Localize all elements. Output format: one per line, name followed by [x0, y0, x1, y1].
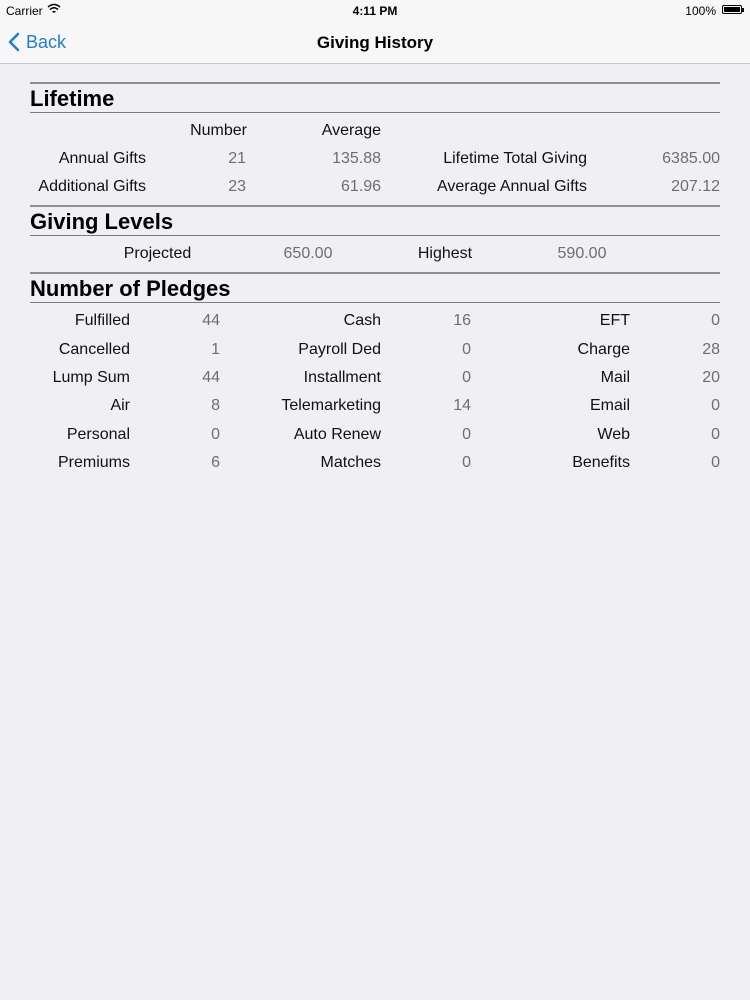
navigation-bar [0, 22, 750, 64]
pledge-label: Fulfilled [74, 312, 130, 329]
pledge-label: Telemarketing [281, 397, 381, 414]
highest-value: 590.00 [557, 245, 607, 262]
pledge-value: 28 [702, 341, 720, 358]
pledge-label: Email [589, 397, 630, 414]
pledge-value: 0 [462, 369, 471, 386]
pledge-value: 0 [211, 426, 220, 443]
pledge-value: 6 [211, 454, 220, 471]
section-divider [30, 205, 720, 207]
pledge-value: 0 [462, 454, 471, 471]
average-annual-gifts-label: Average Annual Gifts [436, 178, 587, 195]
section-title-number-of-pledges: Number of Pledges [30, 276, 231, 301]
pledge-value: 20 [702, 369, 720, 386]
section-divider [30, 235, 720, 236]
back-label: Back [26, 31, 67, 52]
pledge-label: Premiums [57, 454, 130, 471]
pledge-value: 8 [211, 397, 220, 414]
clock: 4:11 PM [352, 4, 398, 18]
section-title-lifetime: Lifetime [30, 86, 115, 111]
battery-percentage: 100% [685, 4, 716, 18]
pledge-value: 0 [711, 426, 720, 443]
pledge-value: 0 [462, 341, 471, 358]
page-title: Giving History [316, 33, 434, 52]
pledge-label: EFT [599, 312, 630, 329]
pledge-value: 0 [711, 397, 720, 414]
projected-label: Projected [123, 245, 192, 262]
section-divider [30, 302, 720, 303]
pledge-value: 0 [711, 312, 720, 329]
column-header-average: Average [321, 122, 381, 139]
carrier-label: Carrier [6, 4, 43, 18]
pledge-label: Installment [303, 369, 381, 386]
annual-gifts-number: 21 [228, 150, 246, 167]
pledge-value: 14 [453, 397, 471, 414]
pledge-label: Auto Renew [293, 426, 381, 443]
pledge-label: Cash [343, 312, 381, 329]
pledge-label: Benefits [572, 454, 630, 471]
pledge-value: 0 [711, 454, 720, 471]
section-divider [30, 82, 720, 84]
pledge-label: Cancelled [58, 341, 130, 358]
pledge-value: 44 [202, 312, 220, 329]
row-label-additional-gifts: Additional Gifts [38, 178, 146, 195]
highest-label: Highest [417, 245, 473, 262]
pledge-label: Lump Sum [52, 369, 130, 386]
additional-gifts-average: 61.96 [340, 178, 381, 195]
section-divider [30, 112, 720, 113]
pledge-label: Air [110, 397, 130, 414]
battery-icon [722, 5, 742, 14]
pledge-value: 16 [453, 312, 471, 329]
pledge-value: 0 [462, 426, 471, 443]
pledge-label: Matches [320, 454, 381, 471]
pledge-label: Charge [577, 341, 630, 358]
lifetime-total-giving-label: Lifetime Total Giving [443, 150, 587, 167]
section-title-giving-levels: Giving Levels [30, 209, 174, 234]
pledge-label: Web [597, 426, 630, 443]
pledge-value: 1 [211, 341, 220, 358]
section-divider [30, 272, 720, 274]
lifetime-total-giving-value: 6385.00 [662, 150, 720, 167]
pledge-value: 44 [202, 369, 220, 386]
average-annual-gifts-value: 207.12 [671, 178, 720, 195]
annual-gifts-average: 135.88 [332, 150, 381, 167]
pledge-label: Mail [600, 369, 630, 386]
additional-gifts-number: 23 [228, 178, 246, 195]
pledge-label: Payroll Ded [298, 341, 381, 358]
pledge-label: Personal [66, 426, 130, 443]
projected-value: 650.00 [283, 245, 333, 262]
column-header-number: Number [190, 122, 247, 139]
row-label-annual-gifts: Annual Gifts [58, 150, 146, 167]
status-bar [0, 0, 750, 22]
